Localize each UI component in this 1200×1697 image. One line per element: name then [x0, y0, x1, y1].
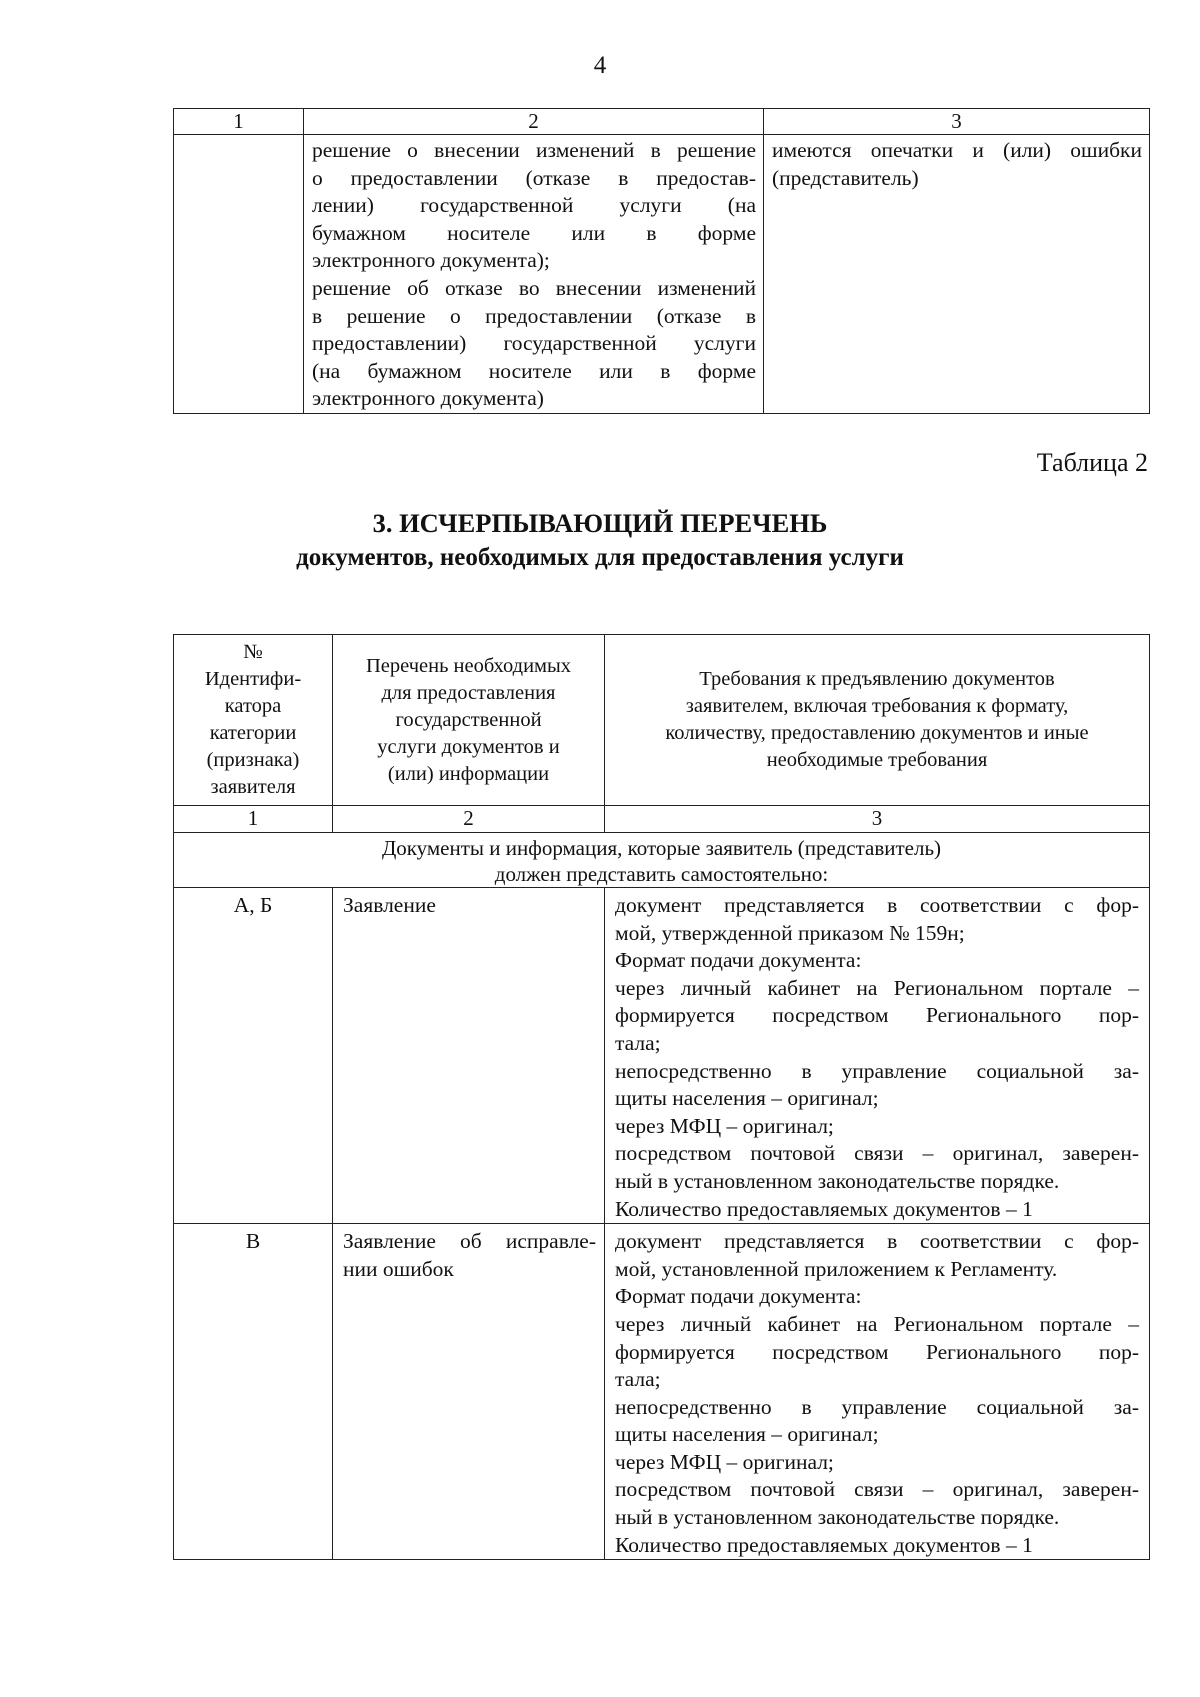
text-line: бумажном носителе или в форме	[312, 220, 756, 245]
document-name-cell	[333, 888, 605, 1224]
text-line: Заявление об исправле-	[343, 1229, 596, 1254]
text-line: о предоставлении (отказе в предостав-	[312, 165, 756, 190]
text-line: формируется посредством Регионального пор-	[615, 1003, 1139, 1028]
text-line: щиты населения – оригинал;	[615, 1086, 879, 1111]
text-line: Формат подачи документа:	[615, 1284, 862, 1309]
column-number-cell: 3	[605, 806, 1150, 833]
text-line: количеству, предоставлению документов и иные	[665, 722, 1089, 744]
text-line: Формат подачи документа:	[615, 948, 862, 973]
text-line: Требования к предъявлению документов	[699, 668, 1055, 690]
header-documents-list	[333, 635, 605, 806]
column-number-cell: 1	[174, 109, 304, 135]
text-line: государственной	[395, 708, 542, 731]
text-line: тала;	[615, 1367, 661, 1392]
text-line: электронного документа)	[312, 386, 544, 411]
text-line: посредством почтовой связи – оригинал, заверен-	[615, 1141, 1139, 1166]
text-line: решение о внесении изменений в решение	[312, 138, 756, 162]
text-line: через МФЦ – оригинал;	[615, 1113, 834, 1138]
table-header-row	[174, 109, 1150, 135]
applicant-id-cell: А, Б	[174, 888, 333, 1224]
text-line: ный в установленном законодательстве порядке.	[615, 1168, 1060, 1193]
column-number-cell: 3	[764, 109, 1150, 135]
text-line: посредством почтовой связи – оригинал, заверен-	[615, 1477, 1139, 1502]
continuation-table	[173, 108, 1150, 414]
table-header-row	[174, 635, 1150, 806]
text-line: документ представляется в соответствии с фор-	[615, 893, 1139, 917]
text-line: в решение о предоставлении (отказе в	[312, 303, 756, 328]
column-number-cell: 2	[333, 806, 605, 833]
text-line: (на бумажном носителе или в форме	[312, 358, 756, 383]
text-line: услуги документов и	[377, 735, 560, 758]
text-line: формируется посредством Регионального пор-	[615, 1339, 1139, 1364]
text-line: мой, утвержденной приказом № 159н;	[615, 920, 965, 945]
header-applicant-category	[174, 635, 333, 806]
requirements-cell	[605, 1224, 1150, 1560]
text-line: (или) информации	[387, 762, 550, 785]
text-line: категории	[209, 722, 297, 744]
table-row	[174, 135, 1150, 414]
text-line: мой, установленной приложением к Регламенту.	[615, 1256, 1058, 1281]
table-row	[174, 888, 1150, 1224]
group-row	[174, 833, 1150, 888]
text-line: имеются опечатки и (или) ошибки	[772, 138, 1142, 162]
section-subtitle: документов, необходимых для предоставления услуги	[296, 544, 904, 571]
decision-list-cell	[304, 135, 764, 414]
text-line: ный в установленном законодательстве порядке.	[615, 1505, 1060, 1530]
text-line: через МФЦ – оригинал;	[615, 1449, 834, 1474]
column-number-cell: 2	[304, 109, 764, 135]
text-line: должен представить самостоятельно:	[494, 862, 829, 886]
text-line: щиты населения – оригинал;	[615, 1422, 879, 1447]
condition-cell	[764, 135, 1150, 414]
section-title: 3. ИСЧЕРПЫВАЮЩИЙ ПЕРЕЧЕНЬ	[372, 508, 828, 538]
group-label	[174, 833, 1150, 888]
text-line: через личный кабинет на Региональном портале –	[615, 1311, 1139, 1336]
text-line: решение об отказе во внесении изменений	[312, 275, 756, 300]
text-line: Количество предоставляемых документов – 1	[615, 1196, 1033, 1221]
applicant-id-cell: В	[174, 1224, 333, 1560]
text-line: предоставлении) государственной услуги	[312, 331, 756, 356]
text-line: Документы и информация, которые заявитель (представитель)	[381, 836, 942, 860]
text-line: нии ошибок	[343, 1256, 454, 1281]
table-label: Таблица 2	[1036, 448, 1148, 477]
table-row	[174, 1224, 1150, 1560]
text-line: документ представляется в соответствии с фор-	[615, 1229, 1139, 1254]
requirements-cell	[605, 888, 1150, 1224]
page-number: 4	[593, 52, 607, 79]
text-line: Количество предоставляемых документов – 1	[615, 1532, 1033, 1557]
empty-cell	[174, 135, 304, 414]
text-line: (признака)	[206, 749, 300, 771]
text-line: катора	[224, 695, 282, 717]
text-line: для предоставления	[381, 681, 556, 704]
text-line: (представитель)	[772, 165, 919, 190]
text-line: тала;	[615, 1030, 661, 1055]
text-line: непосредственно в управление социальной за-	[615, 1394, 1139, 1419]
text-line: Перечень необходимых	[365, 654, 572, 677]
decision-list-text	[304, 135, 763, 413]
text-line: необходимые требования	[766, 749, 988, 771]
column-number-cell: 1	[174, 806, 333, 833]
text-line: лении) государственной услуги (на	[312, 193, 756, 218]
text-line: электронного документа);	[312, 248, 550, 273]
text-line: Идентифи-	[204, 668, 302, 690]
document-name-cell	[333, 1224, 605, 1560]
column-numbers-row	[174, 806, 1150, 833]
text-line: Заявление	[343, 893, 436, 917]
text-line: непосредственно в управление социальной за-	[615, 1058, 1139, 1083]
header-requirements	[605, 635, 1150, 806]
condition-text	[764, 135, 1149, 192]
text-line: заявителем, включая требования к формату,	[685, 695, 1069, 717]
text-line: через личный кабинет на Региональном портале –	[615, 975, 1139, 1000]
text-line: заявителя	[210, 776, 296, 798]
documents-table	[173, 634, 1150, 1560]
text-line: №	[243, 641, 263, 663]
